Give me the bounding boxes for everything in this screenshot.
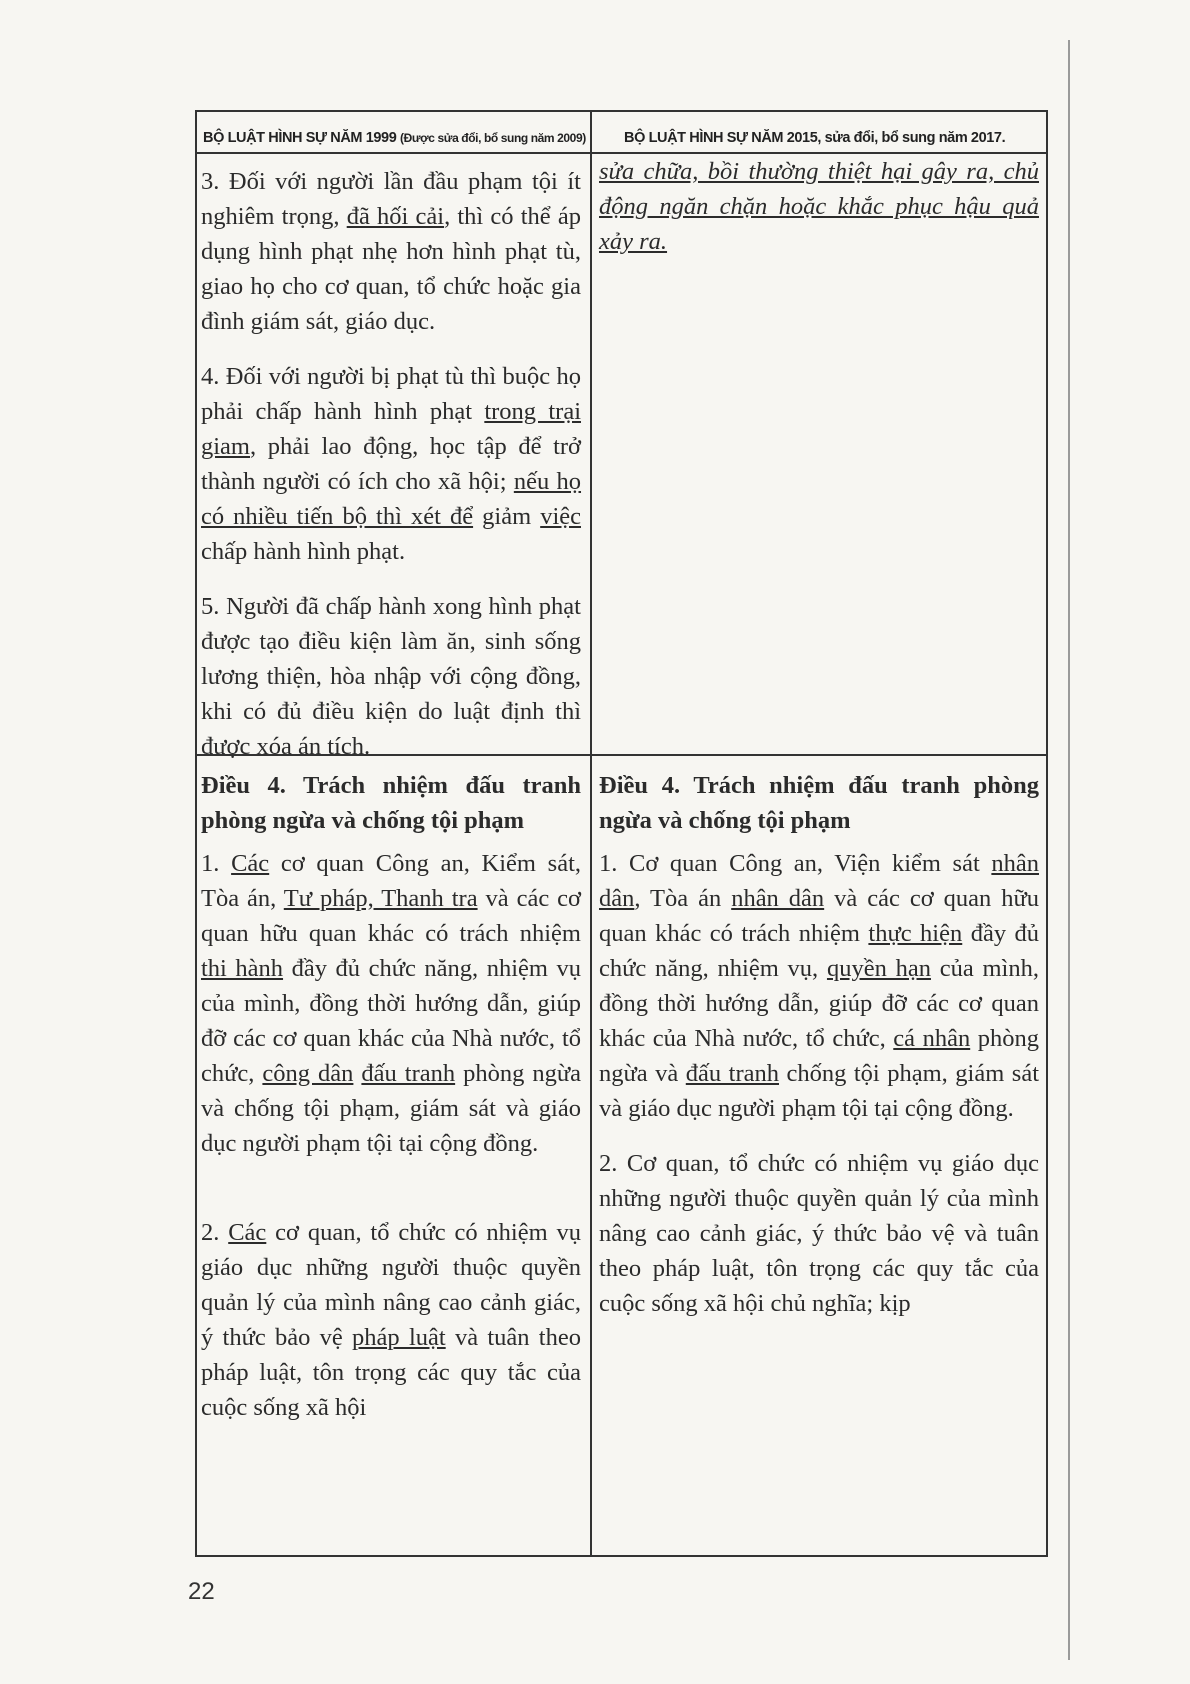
right-article-4	[599, 768, 1039, 1321]
header-right: BỘ LUẬT HÌNH SỰ NĂM 2015, sửa đổi, bổ sung năm 2017.	[624, 130, 1006, 146]
left-clauses-3-5	[201, 164, 581, 764]
column-divider	[590, 112, 592, 1555]
left-article-title: Điều 4. Trách nhiệm đấu tranh phòng ngừa và chống tội phạm	[201, 772, 581, 834]
right-continuation: sửa chữa, bồi thường thiệt hại gây ra, chủ động ngăn chặn hoặc khắc phục hậu quả xảy ra.	[599, 158, 1039, 255]
page-edge	[1068, 40, 1070, 1660]
right-article-4-clause-2: 2. Cơ quan, tổ chức có nhiệm vụ giáo dục những người thuộc quyền quản lý của mình nâng cao cảnh giác, ý thức bảo vệ và tuân theo pháp luật, tôn trọng các quy tắc của cuộc sống xã hội chủ nghĩa; kịp	[599, 1150, 1039, 1317]
left-article-4	[201, 768, 581, 1425]
left-clause-5: 5. Người đã chấp hành xong hình phạt được tạo điều kiện làm ăn, sinh sống lương thiện, hòa nhập với cộng đồng, khi có đủ điều kiện do luật định thì được xóa án tích.	[201, 593, 581, 760]
right-article-4-clause-1: 1. Cơ quan Công an, Viện kiểm sát nhân dân, Tòa án nhân dân và các cơ quan hữu quan khác có trách nhiệm thực hiện đầy đủ chức năng, nhiệm vụ, quyền hạn của mình, đồng thời hướng dẫn, giúp đỡ các cơ quan khác của Nhà nước, tổ chức, cá nhân phòng ngừa và đấu tranh chống tội phạm, giám sát và giáo dục người phạm tội tại cộng đồng.	[599, 850, 1040, 1122]
page-number: 22	[188, 1578, 215, 1605]
left-article-4-clause-1: 1. Các cơ quan Công an, Kiểm sát, Tòa án, Tư pháp, Thanh tra và các cơ quan hữu quan khác có trách nhiệm thi hành đầy đủ chức năng, nhiệm vụ của mình, đồng thời hướng dẫn, giúp đỡ các cơ quan khác của Nhà nước, tổ chức, công dân đấu tranh phòng ngừa và chống tội phạm, giám sát và giáo dục người phạm tội tại cộng đồng.	[201, 850, 582, 1157]
header-left: BỘ LUẬT HÌNH SỰ NĂM 1999 (Được sửa đổi, bổ sung năm 2009)	[203, 130, 586, 146]
comparison-table	[195, 110, 1048, 1557]
right-article-title: Điều 4. Trách nhiệm đấu tranh phòng ngừa và chống tội phạm	[599, 772, 1039, 834]
left-article-4-clause-2: 2. Các cơ quan, tổ chức có nhiệm vụ giáo dục những người thuộc quyền quản lý của mình nâng cao cảnh giác, ý thức bảo vệ pháp luật và tuân theo pháp luật, tôn trọng các quy tắc của cuộc sống xã hội	[201, 1219, 581, 1421]
left-clause-4: 4. Đối với người bị phạt tù thì buộc họ phải chấp hành hình phạt trong trại giam, phải lao động, học tập để trở thành người có ích cho xã hội; nếu họ có nhiều tiến bộ thì xét để giảm việc chấp hành hình phạt.	[201, 363, 582, 565]
left-clause-3: 3. Đối với người lần đầu phạm tội ít nghiêm trọng, đã hối cải, thì có thể áp dụng hình phạt nhẹ hơn hình phạt tù, giao họ cho cơ quan, tổ chức hoặc gia đình giám sát, giáo dục.	[201, 168, 581, 335]
